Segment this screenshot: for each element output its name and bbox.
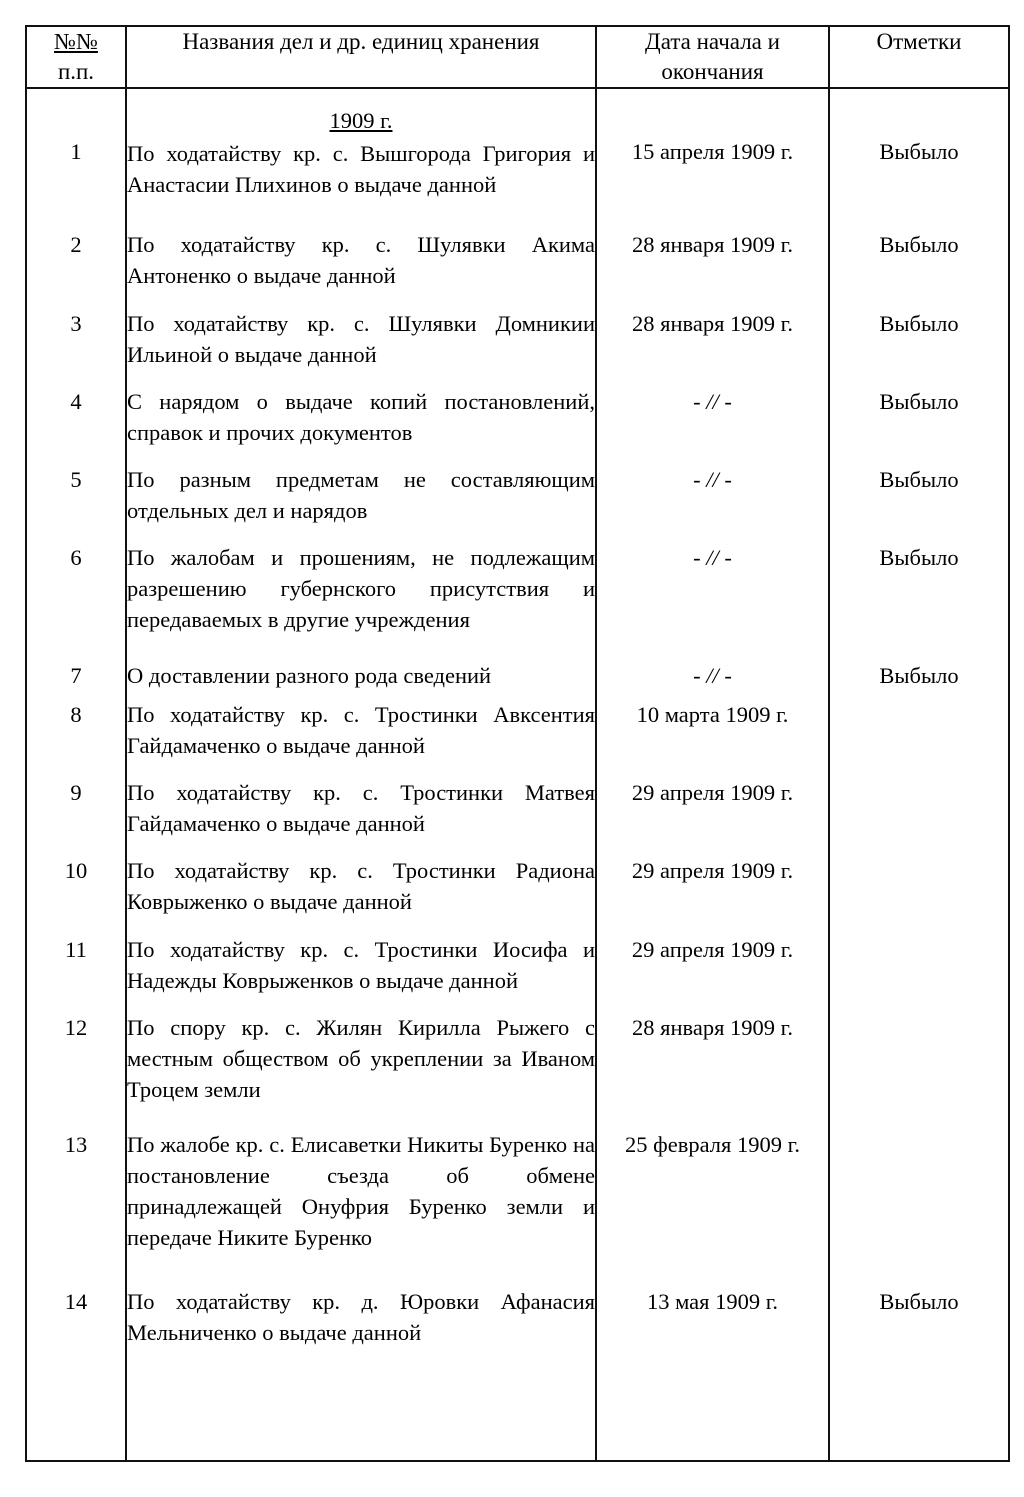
cell-case-title: По ходатайству кр. с. Шулявки Домникии Ильиной о выдаче данной	[126, 308, 596, 386]
cell-row-number: 2	[26, 229, 126, 307]
cell-row-number: 13	[26, 1129, 126, 1286]
cell-date-range	[596, 542, 829, 659]
cell-date-range	[596, 660, 829, 699]
table-filler-row	[26, 1364, 1009, 1461]
cell-date-range: 29 апреля 1909 г.	[596, 777, 829, 855]
table-row	[26, 777, 1009, 855]
cell-row-number: 10	[26, 855, 126, 933]
cell-note	[829, 1012, 1009, 1129]
cell-row-number: 5	[26, 464, 126, 542]
cell-row-number: 3	[26, 308, 126, 386]
column-header-title	[126, 26, 596, 88]
cell-note	[829, 855, 1009, 933]
cell-case-title: По ходатайству кр. с. Тростинки Радиона Коврыженко о выдаче данной	[126, 855, 596, 933]
cell-date-range: 29 апреля 1909 г.	[596, 934, 829, 1012]
table-row	[26, 1286, 1009, 1364]
cell-case-title-text: По ходатайству кр. с. Вышгорода Григория и Анастасии Плихинов о выдаче данной	[127, 141, 595, 197]
cell-note: Выбыло	[829, 229, 1009, 307]
column-header-date	[596, 26, 829, 88]
cell-note	[829, 777, 1009, 855]
cell-row-number: 4	[26, 386, 126, 464]
cell-date-range: 10 марта 1909 г.	[596, 699, 829, 777]
column-header-note	[829, 26, 1009, 88]
cell-row-number: 8	[26, 699, 126, 777]
table-row	[26, 308, 1009, 386]
cell-case-title: По ходатайству кр. д. Юровки Афанасия Мельниченко о выдаче данной	[126, 1286, 596, 1364]
cell-note: Выбыло	[829, 1286, 1009, 1364]
table-row	[26, 386, 1009, 464]
column-header-number-line2: п.п.	[57, 59, 95, 84]
table-row	[26, 1012, 1009, 1129]
cell-note	[829, 934, 1009, 1012]
table-row	[26, 88, 1009, 229]
table-row	[26, 934, 1009, 1012]
column-header-title-line1: Названия дел и др. единиц хранения	[182, 29, 540, 54]
cell-row-number: 14	[26, 1286, 126, 1364]
cell-note: Выбыло	[829, 660, 1009, 699]
column-header-date-line1: Дата начала и	[645, 29, 780, 54]
cell-note	[829, 699, 1009, 777]
ditto-mark: - // -	[693, 388, 732, 414]
inventory-table	[25, 25, 1010, 1462]
cell-case-title: По ходатайству кр. с. Тростинки Матвея Гайдамаченко о выдаче данной	[126, 777, 596, 855]
cell-case-title: О доставлении разного рода сведений	[126, 660, 596, 699]
cell-case-title: По жалобам и прошениям, не подлежащим разрешению губернского присутствия и передаваемых в другие учреждения	[126, 542, 596, 659]
header-row	[26, 26, 1009, 88]
cell-case-title: По разным предметам не составляющим отдельных дел и нарядов	[126, 464, 596, 542]
cell-case-title: С нарядом о выдаче копий постановлений, справок и прочих документов	[126, 386, 596, 464]
table-row	[26, 699, 1009, 777]
cell-note: Выбыло	[829, 386, 1009, 464]
cell-row-number: 11	[26, 934, 126, 1012]
table-row	[26, 855, 1009, 933]
year-caption: 1909 г.	[329, 108, 393, 133]
table-row	[26, 542, 1009, 659]
column-header-number-line1: №№	[54, 29, 98, 54]
ditto-mark: - // -	[693, 467, 732, 493]
cell-date-range: 28 января 1909 г.	[596, 1012, 829, 1129]
table-filler-cell	[126, 1364, 596, 1461]
ditto-mark: - // -	[693, 545, 732, 571]
cell-note: Выбыло	[829, 542, 1009, 659]
cell-case-title: По спору кр. с. Жилян Кирилла Рыжего с местным обществом об укреплении за Иваном Троцем земли	[126, 1012, 596, 1129]
table-row	[26, 229, 1009, 307]
table-row	[26, 1129, 1009, 1286]
table-filler-cell	[596, 1364, 829, 1461]
table-row	[26, 660, 1009, 699]
cell-date-range: 25 февраля 1909 г.	[596, 1129, 829, 1286]
table-body	[26, 88, 1009, 1461]
column-header-date-line2: окончания	[661, 59, 764, 84]
column-header-number	[26, 26, 126, 88]
cell-date-range	[596, 386, 829, 464]
cell-date-range: 29 апреля 1909 г.	[596, 855, 829, 933]
cell-case-title: По ходатайству кр. с. Тростинки Авксентия Гайдамаченко о выдаче данной	[126, 699, 596, 777]
cell-case-title: По ходатайству кр. с. Тростинки Иосифа и Надежды Коврыженков о выдаче данной	[126, 934, 596, 1012]
table-row	[26, 464, 1009, 542]
table-filler-cell	[26, 1364, 126, 1461]
cell-date-range: 28 января 1909 г.	[596, 229, 829, 307]
cell-date-range: 13 мая 1909 г.	[596, 1286, 829, 1364]
cell-note: Выбыло	[829, 308, 1009, 386]
cell-row-number: 9	[26, 777, 126, 855]
cell-date-range	[596, 464, 829, 542]
cell-row-number: 7	[26, 660, 126, 699]
column-header-note-line1: Отметки	[876, 29, 962, 54]
cell-note: Выбыло	[829, 464, 1009, 542]
cell-row-number: 12	[26, 1012, 126, 1129]
cell-case-title: По жалобе кр. с. Елисаветки Никиты Буренко на постановление съезда об обмене принадлежащей Онуфрия Буренко земли и передаче Никите Буренко	[126, 1129, 596, 1286]
cell-date-range: 15 апреля 1909 г.	[596, 88, 829, 229]
cell-note	[829, 1129, 1009, 1286]
table-header	[26, 26, 1009, 88]
cell-note: Выбыло	[829, 88, 1009, 229]
cell-date-range: 28 января 1909 г.	[596, 308, 829, 386]
cell-case-title: По ходатайству кр. с. Шулявки Акима Антоненко о выдаче данной	[126, 229, 596, 307]
cell-row-number: 6	[26, 542, 126, 659]
ditto-mark: - // -	[693, 662, 732, 688]
cell-case-title	[126, 88, 596, 229]
cell-row-number: 1	[26, 88, 126, 229]
table-filler-cell	[829, 1364, 1009, 1461]
